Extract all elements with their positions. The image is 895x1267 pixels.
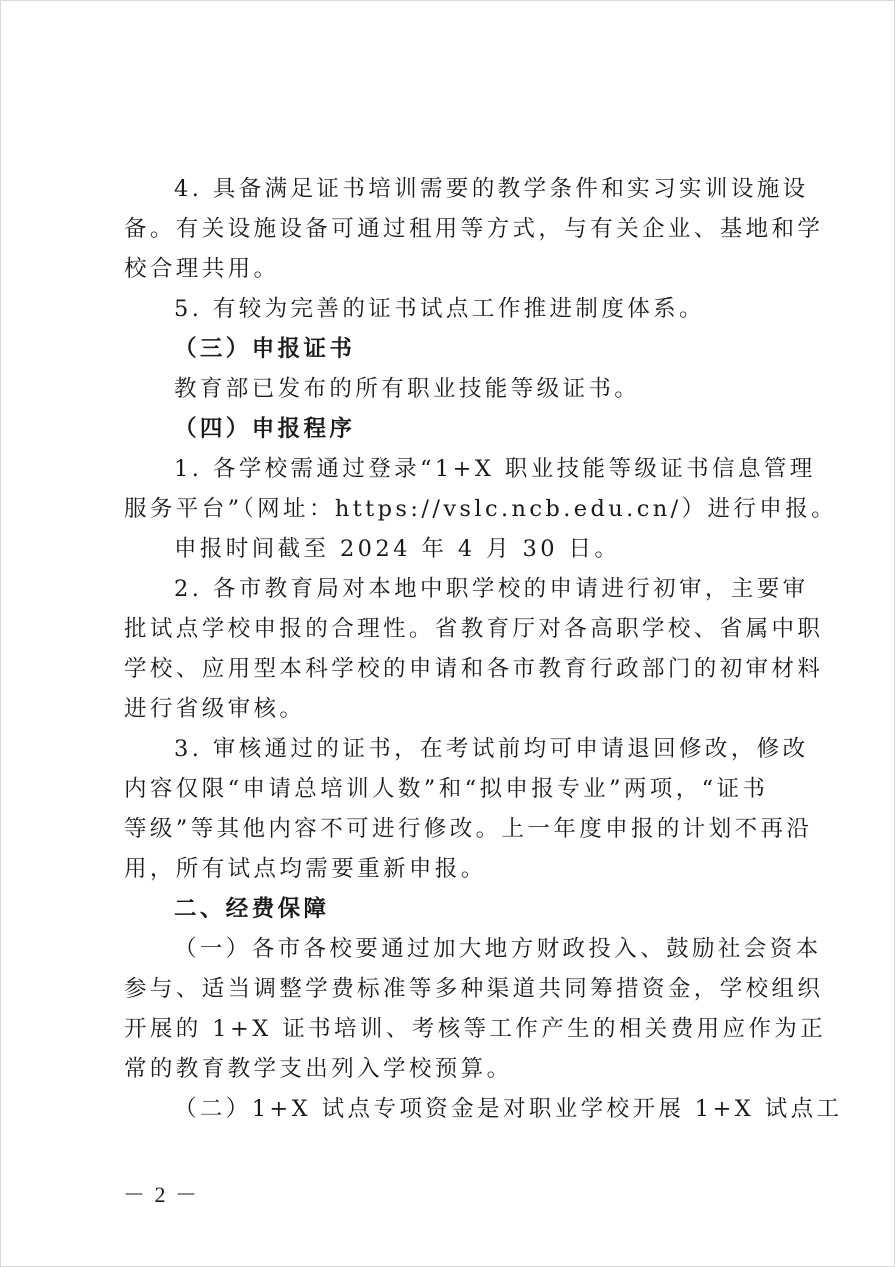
procedure-1-line-2: 服务平台”（网址：https://vslc.ncb.edu.cn/）进行申报。 (124, 496, 838, 522)
funding-1-line-1: （一）各市各校要通过加大地方财政投入、鼓励社会资本 (174, 936, 822, 962)
procedure-2-line-3: 学校、应用型本科学校的申请和各市教育行政部门的初审材料 (124, 656, 824, 682)
funding-1-line-3: 开展的 1+X 证书培训、考核等工作产生的相关费用应作为正 (124, 1016, 827, 1042)
funding-2-line-1: （二）1+X 试点专项资金是对职业学校开展 1+X 试点工 (174, 1096, 843, 1122)
section-heading-funding: 二、经费保障 (174, 896, 330, 922)
paragraph-5-line-1: 5. 有较为完善的证书试点工作推进制度体系。 (174, 296, 705, 322)
page-number: － 2 － (123, 1182, 200, 1207)
procedure-2-line-1: 2. 各市教育局对本地中职学校的申请进行初审，主要审 (174, 576, 809, 602)
paragraph-4-line-3: 校合理共用。 (124, 256, 280, 282)
paragraph-4-line-1: 4. 具备满足证书培训需要的教学条件和实习实训设施设 (174, 176, 809, 202)
procedure-3-line-1: 3. 审核通过的证书，在考试前均可申请退回修改，修改 (174, 736, 809, 762)
procedure-3-line-2: 内容仅限“申请总培训人数”和“拟申报专业”两项，“证书 (124, 776, 769, 802)
procedure-3-line-3: 等级”等其他内容不可进行修改。上一年度申报的计划不再沿 (124, 816, 813, 842)
deadline-line: 申报时间截至 2024 年 4 月 30 日。 (174, 536, 621, 562)
certificates-line-1: 教育部已发布的所有职业技能等级证书。 (174, 376, 641, 402)
procedure-3-line-4: 用，所有试点均需要重新申报。 (124, 856, 487, 882)
section-heading-certificates: （三）申报证书 (174, 336, 356, 362)
section-heading-procedure: （四）申报程序 (174, 416, 356, 442)
procedure-2-line-2: 批试点学校申报的合理性。省教育厅对各高职学校、省属中职 (124, 616, 824, 642)
procedure-2-line-4: 进行省级审核。 (124, 696, 306, 722)
procedure-1-line-1: 1. 各学校需通过登录“1+X 职业技能等级证书信息管理 (174, 456, 816, 482)
funding-1-line-2: 参与、适当调整学费标准等多种渠道共同筹措资金，学校组织 (124, 976, 824, 1002)
paragraph-4-line-2: 备。有关设施设备可通过租用等方式，与有关企业、基地和学 (124, 216, 824, 242)
funding-1-line-4: 常的教育教学支出列入学校预算。 (124, 1056, 513, 1082)
